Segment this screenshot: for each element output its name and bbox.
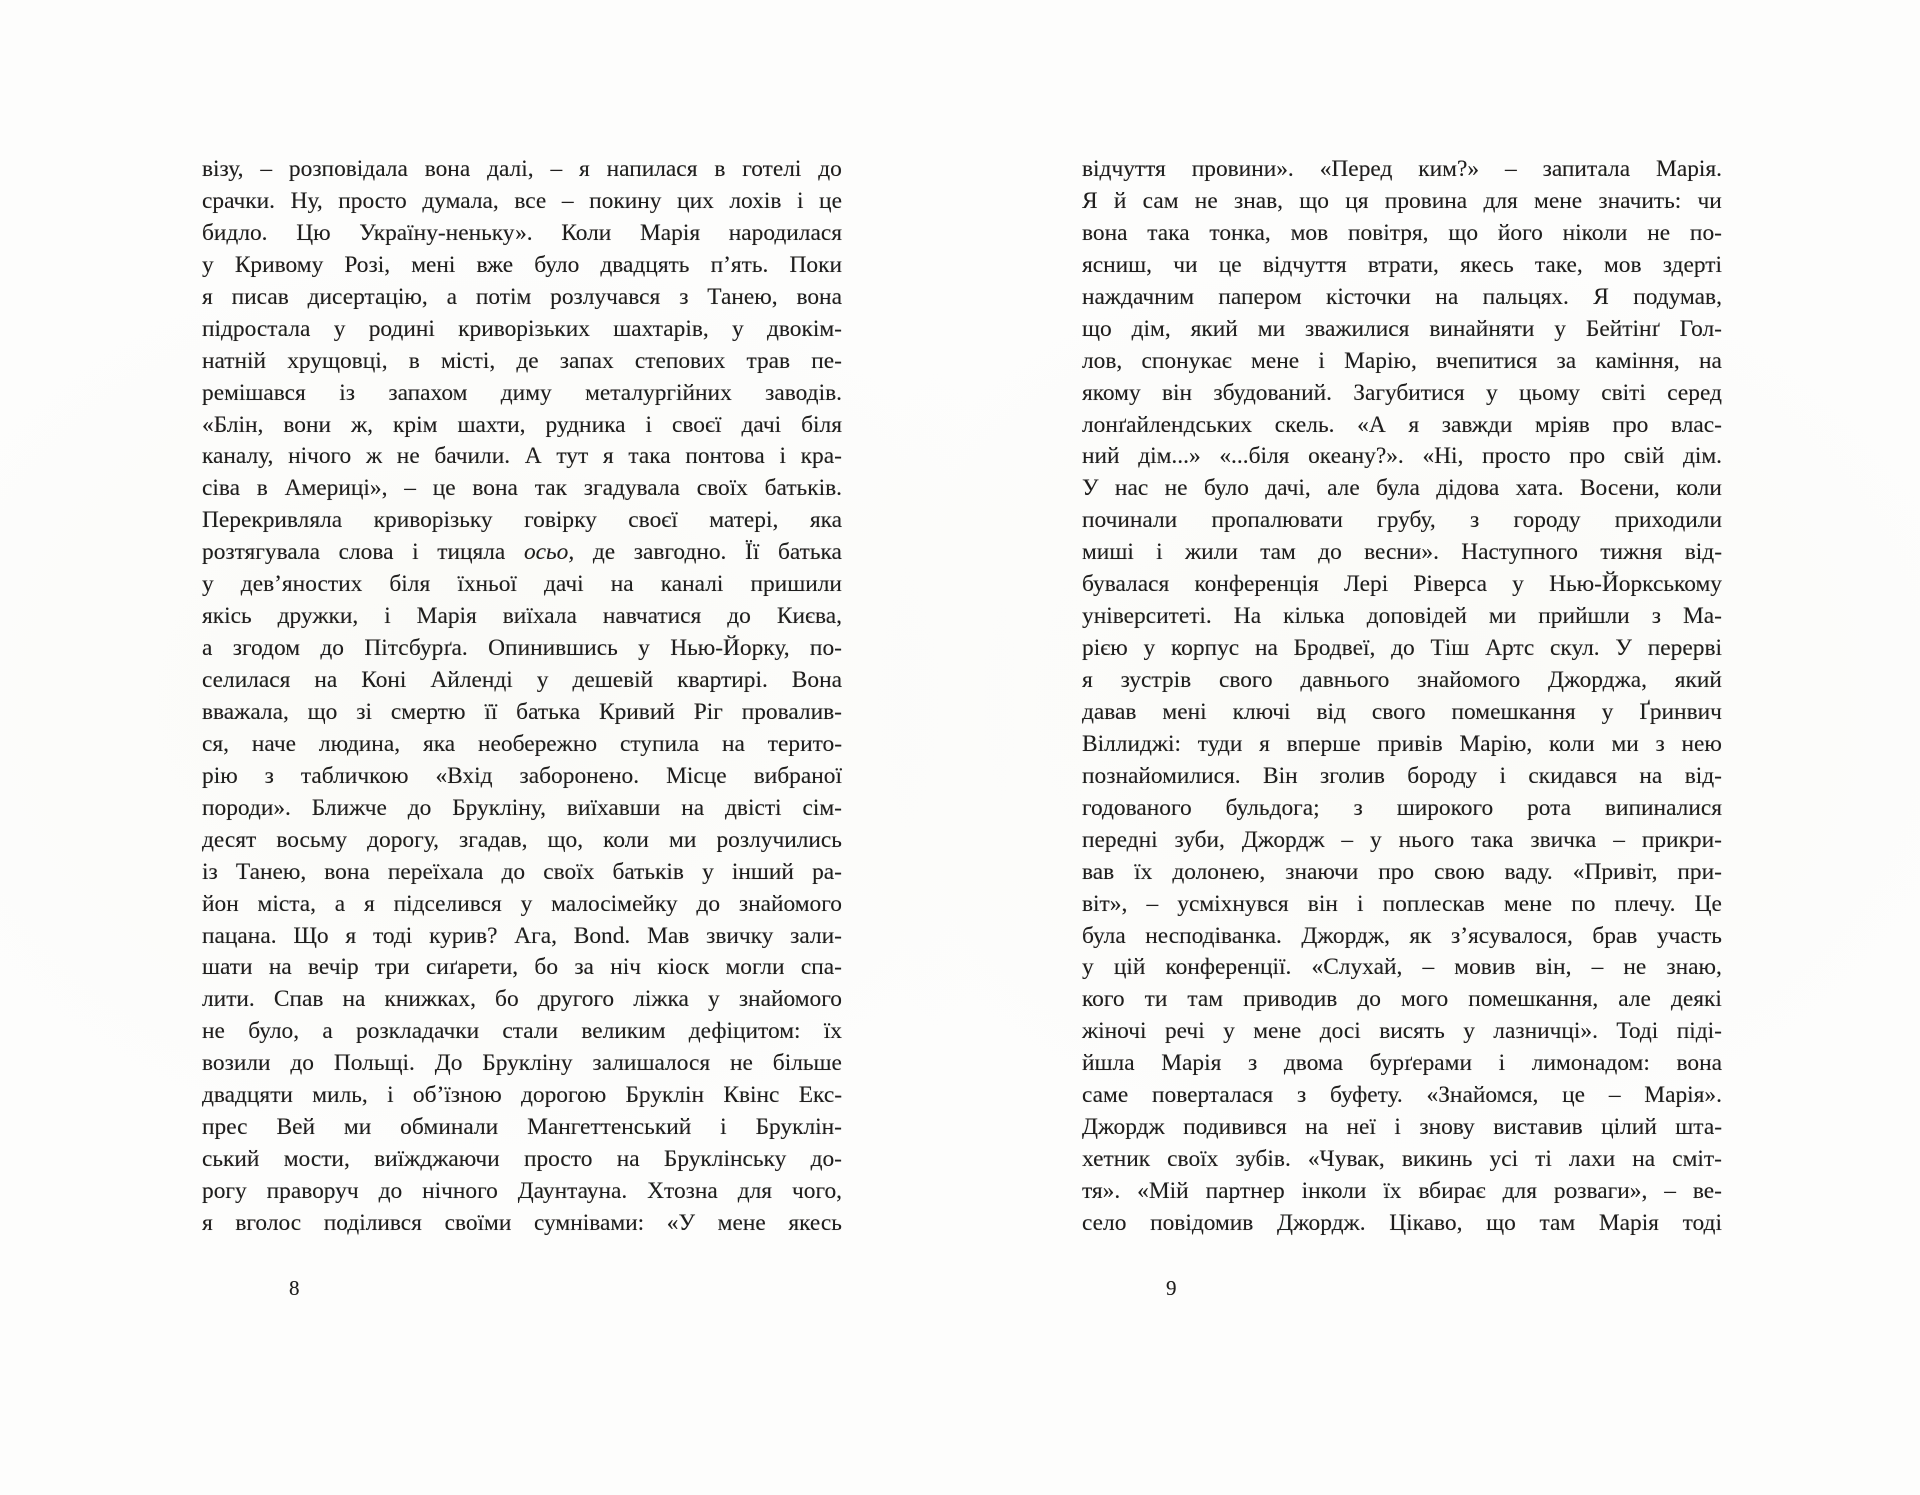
text-line: У нас не було дачі, але була дідова хата. Восени, коли: [1082, 475, 1722, 502]
text-line: сіва в Америці», – це вона так згадувала своїх батьків.: [202, 475, 842, 502]
text-line: йон міста, а я підселився у малосімейку до знайомого: [202, 890, 842, 917]
text-line: ясниш, чи це відчуття втрати, якесь таке, мов здерті: [1082, 251, 1722, 278]
text-line: бувалася конференція Лері Ріверса у Нью-Йоркському: [1082, 571, 1722, 598]
text-line: якісь дружки, і Марія виїхала навчатися до Києва,: [202, 603, 842, 630]
text-line: ремішався із запахом диму металургійних заводів.: [202, 379, 842, 406]
text-line: кого ти там приводив до мого помешкання, але деякі: [1082, 986, 1722, 1013]
text-line: рію з табличкою «Вхід заборонено. Місце вибраної: [202, 762, 842, 789]
text-line: возили до Польщі. До Брукліну залишалося не більше: [202, 1050, 842, 1077]
text-line: підростала у родині криворізьких шахтарів, у двокім-: [202, 315, 842, 342]
text-line: я вголос поділився своїми сумнівами: «У мене якесь: [202, 1209, 842, 1236]
text-line: бидло. Цю Україну-неньку». Коли Марія народилася: [202, 219, 842, 246]
text-line: селилася на Коні Айленді у дешевій квартирі. Вона: [202, 667, 842, 693]
right-page: [960, 0, 1920, 1495]
text-line: починали пропалювати грубу, з городу приходили: [1082, 507, 1722, 534]
text-line: вав їх долонею, знаючи про свою ваду. «Привіт, при-: [1082, 858, 1722, 885]
text-line: десят восьму дорогу, згадав, що, коли ми розлучились: [202, 826, 842, 853]
text-line: якому він збудований. Загубитися у цьому світі серед: [1082, 379, 1722, 406]
text-line: саме поверталася з буфету. «Знайомся, це – Марія».: [1082, 1082, 1722, 1109]
text-line: «Блін, вони ж, крім шахти, рудника і своєї дачі біля: [202, 411, 842, 438]
text-line: ський мости, виїжджаючи просто на Бруклінську до-: [202, 1146, 842, 1173]
left-page-text: [202, 156, 842, 1242]
text-line: університеті. На кілька доповідей ми прийшли з Ма-: [1082, 603, 1722, 630]
text-line: Перекривляла криворізьку говірку своєї матері, яка: [202, 507, 842, 534]
text-line: давав мені ключі від свого помешкання у Ґринвич: [1082, 698, 1722, 725]
text-line: пацана. Що я тоді курив? Ага, Bond. Мав звичку зали-: [202, 922, 842, 949]
text-line: рією у корпус на Бродвеї, до Тіш Артс скул. У перерві: [1082, 635, 1722, 662]
text-line: прес Вей ми обминали Мангеттенський і Бруклін-: [202, 1114, 842, 1141]
text-line: срачки. Ну, просто думала, все – покину цих лохів і це: [202, 187, 842, 214]
text-line: Віллиджі: туди я вперше привів Марію, коли ми з нею: [1082, 730, 1722, 757]
text-line: тя». «Мій партнер інколи їх вбирає для розваги», – ве-: [1082, 1178, 1722, 1204]
text-line: породи». Ближче до Брукліну, виїхавши на двісті сім-: [202, 794, 842, 821]
text-line: віт», – усміхнувся він і поплескав мене по плечу. Це: [1082, 890, 1722, 917]
text-line: натній хрущовці, в місті, де запах степових трав пе-: [202, 347, 842, 374]
text-line: я зустрів свого давнього знайомого Джорджа, який: [1082, 667, 1722, 693]
text-line: Джордж подивився на неї і знову виставив цілий шта-: [1082, 1114, 1722, 1141]
text-line: село повідомив Джордж. Цікаво, що там Марія тоді: [1082, 1209, 1722, 1236]
text-line: відчуття провини». «Перед ким?» – запитала Марія.: [1082, 156, 1722, 182]
text-line: не було, а розкладачки стали великим дефіцитом: їх: [202, 1018, 842, 1045]
text-line: шати на вечір три сиґарети, бо за ніч кіоск могли спа-: [202, 954, 842, 981]
text-line: Я й сам не знав, що ця провина для мене значить: чи: [1082, 187, 1722, 214]
text-line: вважала, що зі смертю її батька Кривий Ріг провалив-: [202, 698, 842, 725]
text-line: жіночі речі у мене досі висять у лазничці». Тоді піді-: [1082, 1018, 1722, 1045]
right-page-number: 9: [1166, 1276, 1177, 1300]
text-line: вона така тонка, мов повітря, що його ніколи не по-: [1082, 219, 1722, 246]
text-line: годованого бульдога; з широкого рота випиналися: [1082, 794, 1722, 821]
text-line: розтягувала слова і тицяла осьо, де завгодно. Її батька: [202, 539, 842, 566]
left-page-number: 8: [289, 1276, 300, 1300]
text-line: хетник своїх зубів. «Чувак, викинь усі ті лахи на сміт-: [1082, 1146, 1722, 1173]
text-line: ний дім...» «...біля океану?». «Ні, просто про свій дім.: [1082, 443, 1722, 470]
text-line: лов, спонукає мене і Марію, вчепитися за каміння, на: [1082, 347, 1722, 374]
text-line: миші і жили там до весни». Наступного тижня від-: [1082, 539, 1722, 566]
text-line: наждачним папером кісточки на пальцях. Я подумав,: [1082, 283, 1722, 310]
text-line: була несподіванка. Джордж, як з’ясувалося, брав участь: [1082, 922, 1722, 949]
text-line: у Кривому Розі, мені вже було двадцять п’ять. Поки: [202, 251, 842, 278]
text-line: у дев’яностих біля їхньої дачі на каналі пришили: [202, 571, 842, 598]
text-line: а згодом до Пітсбурґа. Опинившись у Нью-Йорку, по-: [202, 635, 842, 662]
right-page-text: [1082, 156, 1722, 1242]
text-line: передні зуби, Джордж – у нього така звичка – прикри-: [1082, 826, 1722, 853]
text-line: йшла Марія з двома бурґерами і лимонадом: вона: [1082, 1050, 1722, 1077]
text-line: лити. Спав на книжках, бо другого ліжка у знайомого: [202, 986, 842, 1013]
text-line: я писав дисертацію, а потім розлучався з Танею, вона: [202, 283, 842, 310]
text-line: ся, наче людина, яка необережно ступила на терито-: [202, 730, 842, 757]
text-line: рогу праворуч до нічного Даунтауна. Хтозна для чого,: [202, 1178, 842, 1204]
text-line: із Танею, вона переїхала до своїх батьків у інший ра-: [202, 858, 842, 885]
text-line: каналу, нічого ж не бачили. А тут я така понтова і кра-: [202, 443, 842, 470]
text-line: двадцяти миль, і об’їзною дорогою Бруклін Квінс Екс-: [202, 1082, 842, 1109]
text-line: лонґайлендських скель. «А я завжди мріяв про влас-: [1082, 411, 1722, 438]
text-line: у цій конференції. «Слухай, – мовив він, – не знаю,: [1082, 954, 1722, 981]
text-line: візу, – розповідала вона далі, – я напилася в готелі до: [202, 156, 842, 182]
text-line: що дім, який ми зважилися винайняти у Бейтінґ Гол-: [1082, 315, 1722, 342]
text-line: познайомилися. Він зголив бороду і скидався на від-: [1082, 762, 1722, 789]
